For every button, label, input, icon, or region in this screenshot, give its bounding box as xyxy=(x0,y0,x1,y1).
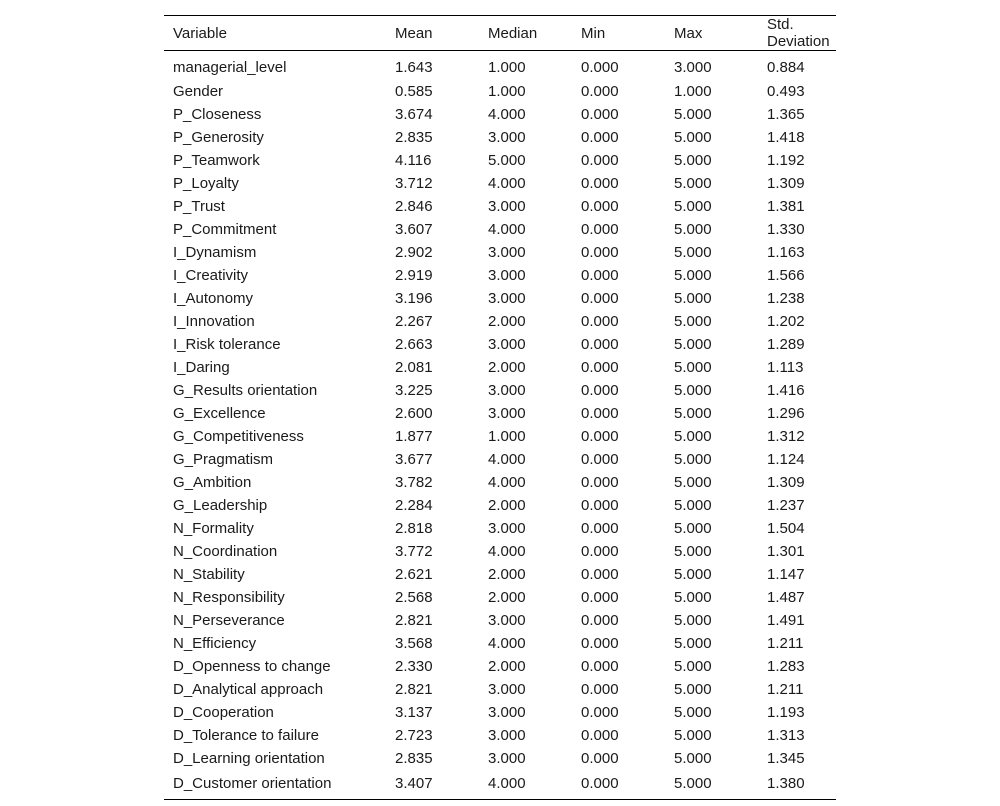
std-deviation-cell: 1.491 xyxy=(767,612,805,629)
table-row xyxy=(164,701,836,724)
std-deviation-cell: 1.163 xyxy=(767,244,805,261)
mean-cell: 3.196 xyxy=(395,290,433,307)
std-deviation-cell: 1.124 xyxy=(767,451,805,468)
table-row xyxy=(164,241,836,264)
mean-cell: 2.621 xyxy=(395,566,433,583)
variable-cell: N_Efficiency xyxy=(173,635,257,652)
variable-cell: D_Learning orientation xyxy=(173,750,325,767)
min-cell: 0.000 xyxy=(581,152,619,169)
variable-cell: N_Formality xyxy=(173,520,254,537)
mean-cell: 2.330 xyxy=(395,658,433,675)
max-cell: 3.000 xyxy=(674,59,712,76)
mean-cell: 3.674 xyxy=(395,106,433,123)
max-cell: 5.000 xyxy=(674,106,712,123)
std-deviation-cell: 1.237 xyxy=(767,497,805,514)
mean-cell: 3.407 xyxy=(395,774,433,792)
table-row xyxy=(164,149,836,172)
min-cell: 0.000 xyxy=(581,750,619,767)
std-deviation-cell: 1.504 xyxy=(767,520,805,537)
median-cell: 3.000 xyxy=(488,750,526,767)
median-cell: 3.000 xyxy=(488,198,526,215)
median-cell: 5.000 xyxy=(488,152,526,169)
max-cell: 5.000 xyxy=(674,750,712,767)
min-cell: 0.000 xyxy=(581,129,619,146)
std-deviation-cell: 1.192 xyxy=(767,152,805,169)
table-row xyxy=(164,494,836,517)
min-cell: 0.000 xyxy=(581,106,619,123)
median-cell: 4.000 xyxy=(488,474,526,491)
table-row xyxy=(164,632,836,655)
mean-cell: 2.267 xyxy=(395,313,433,330)
table-row xyxy=(164,425,836,448)
median-cell: 2.000 xyxy=(488,658,526,675)
median-cell: 2.000 xyxy=(488,359,526,376)
variable-cell: managerial_level xyxy=(173,59,287,76)
mean-cell: 2.821 xyxy=(395,612,433,629)
mean-cell: 2.818 xyxy=(395,520,433,537)
max-cell: 5.000 xyxy=(674,428,712,445)
median-cell: 4.000 xyxy=(488,543,526,560)
median-cell: 2.000 xyxy=(488,313,526,330)
max-cell: 5.000 xyxy=(674,474,712,491)
variable-cell: N_Stability xyxy=(173,566,245,583)
std-deviation-cell: 1.202 xyxy=(767,313,805,330)
median-cell: 2.000 xyxy=(488,497,526,514)
table-row xyxy=(164,172,836,195)
table-row xyxy=(164,379,836,402)
max-cell: 5.000 xyxy=(674,658,712,675)
mean-cell: 2.663 xyxy=(395,336,433,353)
min-cell: 0.000 xyxy=(581,658,619,675)
max-cell: 5.000 xyxy=(674,681,712,698)
max-cell: 5.000 xyxy=(674,774,712,792)
std-deviation-cell: 1.211 xyxy=(767,635,804,652)
min-cell: 0.000 xyxy=(581,382,619,399)
std-deviation-cell: 1.330 xyxy=(767,221,805,238)
max-cell: 5.000 xyxy=(674,382,712,399)
table-row xyxy=(164,678,836,701)
variable-cell: Gender xyxy=(173,83,224,100)
variable-cell: G_Ambition xyxy=(173,474,252,491)
min-cell: 0.000 xyxy=(581,244,619,261)
variable-cell: N_Responsibility xyxy=(173,589,285,606)
mean-cell: 2.846 xyxy=(395,198,433,215)
variable-cell: D_Cooperation xyxy=(173,704,274,721)
mean-cell: 1.643 xyxy=(395,59,433,76)
min-cell: 0.000 xyxy=(581,221,619,238)
median-cell: 4.000 xyxy=(488,106,526,123)
table-row xyxy=(164,448,836,471)
median-cell: 3.000 xyxy=(488,129,526,146)
std-deviation-cell: 1.113 xyxy=(767,359,804,376)
std-deviation-cell: 1.487 xyxy=(767,589,805,606)
min-cell: 0.000 xyxy=(581,336,619,353)
variable-cell: P_Loyalty xyxy=(173,175,239,192)
std-deviation-cell: 1.309 xyxy=(767,175,805,192)
min-cell: 0.000 xyxy=(581,451,619,468)
max-cell: 5.000 xyxy=(674,566,712,583)
table-row xyxy=(164,655,836,678)
median-cell: 3.000 xyxy=(488,681,526,698)
mean-cell: 2.284 xyxy=(395,497,433,514)
variable-cell: N_Perseverance xyxy=(173,612,285,629)
descriptive-statistics-table xyxy=(164,15,836,800)
header-row xyxy=(164,16,836,51)
mean-cell: 2.835 xyxy=(395,750,433,767)
min-cell: 0.000 xyxy=(581,543,619,560)
table-row xyxy=(164,126,836,149)
table-row xyxy=(164,333,836,356)
min-cell: 0.000 xyxy=(581,313,619,330)
variable-cell: N_Coordination xyxy=(173,543,278,560)
std-deviation-cell: 1.301 xyxy=(767,543,805,560)
min-cell: 0.000 xyxy=(581,727,619,744)
variable-cell: D_Analytical approach xyxy=(173,681,324,698)
variable-cell: P_Trust xyxy=(173,198,225,215)
max-cell: 5.000 xyxy=(674,727,712,744)
min-cell: 0.000 xyxy=(581,198,619,215)
std-deviation-cell: 1.211 xyxy=(767,681,804,698)
max-cell: 5.000 xyxy=(674,359,712,376)
mean-cell: 2.723 xyxy=(395,727,433,744)
min-cell: 0.000 xyxy=(581,497,619,514)
mean-cell: 3.568 xyxy=(395,635,433,652)
max-cell: 5.000 xyxy=(674,520,712,537)
median-cell: 3.000 xyxy=(488,405,526,422)
median-cell: 1.000 xyxy=(488,428,526,445)
max-cell: 5.000 xyxy=(674,405,712,422)
mean-cell: 3.677 xyxy=(395,451,433,468)
median-cell: 1.000 xyxy=(488,59,526,76)
min-cell: 0.000 xyxy=(581,175,619,192)
median-cell: 3.000 xyxy=(488,290,526,307)
std-deviation-cell: 1.566 xyxy=(767,267,805,284)
column-header-min: Min xyxy=(581,24,606,42)
table-row xyxy=(164,103,836,126)
mean-cell: 2.902 xyxy=(395,244,433,261)
std-deviation-cell: 1.345 xyxy=(767,750,805,767)
max-cell: 5.000 xyxy=(674,336,712,353)
variable-cell: G_Competitiveness xyxy=(173,428,304,445)
mean-cell: 3.607 xyxy=(395,221,433,238)
table-row xyxy=(164,195,836,218)
median-cell: 4.000 xyxy=(488,635,526,652)
min-cell: 0.000 xyxy=(581,704,619,721)
variable-cell: D_Openness to change xyxy=(173,658,331,675)
variable-cell: D_Tolerance to failure xyxy=(173,727,319,744)
min-cell: 0.000 xyxy=(581,474,619,491)
variable-cell: G_Leadership xyxy=(173,497,268,514)
table-body xyxy=(164,51,836,800)
variable-cell: I_Risk tolerance xyxy=(173,336,281,353)
mean-cell: 2.081 xyxy=(395,359,433,376)
min-cell: 0.000 xyxy=(581,566,619,583)
table-row xyxy=(164,264,836,287)
std-deviation-cell: 0.884 xyxy=(767,59,805,76)
median-cell: 2.000 xyxy=(488,566,526,583)
mean-cell: 2.568 xyxy=(395,589,433,606)
table-row xyxy=(164,770,836,800)
variable-cell: G_Results orientation xyxy=(173,382,318,399)
table-row xyxy=(164,51,836,81)
min-cell: 0.000 xyxy=(581,520,619,537)
std-deviation-cell: 1.365 xyxy=(767,106,805,123)
max-cell: 5.000 xyxy=(674,221,712,238)
variable-cell: I_Innovation xyxy=(173,313,255,330)
max-cell: 5.000 xyxy=(674,152,712,169)
min-cell: 0.000 xyxy=(581,774,619,792)
max-cell: 5.000 xyxy=(674,129,712,146)
mean-cell: 3.772 xyxy=(395,543,433,560)
variable-cell: I_Daring xyxy=(173,359,230,376)
median-cell: 4.000 xyxy=(488,221,526,238)
median-cell: 2.000 xyxy=(488,589,526,606)
mean-cell: 3.712 xyxy=(395,175,433,192)
variable-cell: P_Teamwork xyxy=(173,152,260,169)
table-row xyxy=(164,80,836,103)
min-cell: 0.000 xyxy=(581,267,619,284)
max-cell: 5.000 xyxy=(674,497,712,514)
variable-cell: G_Excellence xyxy=(173,405,266,422)
min-cell: 0.000 xyxy=(581,290,619,307)
mean-cell: 0.585 xyxy=(395,83,433,100)
min-cell: 0.000 xyxy=(581,589,619,606)
table-row xyxy=(164,586,836,609)
table-row xyxy=(164,471,836,494)
mean-cell: 3.225 xyxy=(395,382,433,399)
max-cell: 1.000 xyxy=(674,83,712,100)
mean-cell: 4.116 xyxy=(395,152,432,169)
std-deviation-cell: 1.283 xyxy=(767,658,805,675)
median-cell: 3.000 xyxy=(488,267,526,284)
variable-cell: I_Autonomy xyxy=(173,290,254,307)
max-cell: 5.000 xyxy=(674,290,712,307)
mean-cell: 3.782 xyxy=(395,474,433,491)
std-deviation-cell: 1.147 xyxy=(767,566,805,583)
table-row xyxy=(164,517,836,540)
mean-cell: 1.877 xyxy=(395,428,433,445)
std-deviation-cell: 1.418 xyxy=(767,129,805,146)
table-row xyxy=(164,356,836,379)
std-deviation-cell: 1.313 xyxy=(767,727,805,744)
std-deviation-cell: 1.380 xyxy=(767,774,805,792)
table-row xyxy=(164,402,836,425)
median-cell: 3.000 xyxy=(488,727,526,744)
max-cell: 5.000 xyxy=(674,589,712,606)
table-row xyxy=(164,287,836,310)
variable-cell: I_Creativity xyxy=(173,267,249,284)
max-cell: 5.000 xyxy=(674,175,712,192)
variable-cell: D_Customer orientation xyxy=(173,774,332,792)
table-header xyxy=(164,16,836,51)
median-cell: 4.000 xyxy=(488,175,526,192)
min-cell: 0.000 xyxy=(581,59,619,76)
max-cell: 5.000 xyxy=(674,198,712,215)
median-cell: 3.000 xyxy=(488,336,526,353)
variable-cell: P_Commitment xyxy=(173,221,277,238)
median-cell: 3.000 xyxy=(488,704,526,721)
min-cell: 0.000 xyxy=(581,635,619,652)
table-row xyxy=(164,540,836,563)
min-cell: 0.000 xyxy=(581,681,619,698)
std-deviation-cell: 1.193 xyxy=(767,704,805,721)
median-cell: 3.000 xyxy=(488,244,526,261)
mean-cell: 2.919 xyxy=(395,267,433,284)
table-row xyxy=(164,563,836,586)
min-cell: 0.000 xyxy=(581,83,619,100)
std-deviation-cell: 0.493 xyxy=(767,83,805,100)
table-row xyxy=(164,609,836,632)
median-cell: 3.000 xyxy=(488,382,526,399)
column-header-variable: Variable xyxy=(173,24,227,42)
mean-cell: 2.821 xyxy=(395,681,433,698)
median-cell: 4.000 xyxy=(488,774,526,792)
min-cell: 0.000 xyxy=(581,359,619,376)
mean-cell: 2.835 xyxy=(395,129,433,146)
median-cell: 1.000 xyxy=(488,83,526,100)
mean-cell: 2.600 xyxy=(395,405,433,422)
std-deviation-cell: 1.238 xyxy=(767,290,805,307)
mean-cell: 3.137 xyxy=(395,704,433,721)
std-deviation-cell: 1.296 xyxy=(767,405,805,422)
variable-cell: P_Closeness xyxy=(173,106,262,123)
median-cell: 3.000 xyxy=(488,520,526,537)
std-deviation-cell: 1.289 xyxy=(767,336,805,353)
median-cell: 3.000 xyxy=(488,612,526,629)
max-cell: 5.000 xyxy=(674,635,712,652)
column-header-max: Max xyxy=(674,24,703,42)
column-header-median: Median xyxy=(488,24,538,42)
std-deviation-cell: 1.312 xyxy=(767,428,805,445)
column-header-std-deviation: Std. Deviation xyxy=(767,16,830,50)
table-row xyxy=(164,747,836,770)
column-header-mean: Mean xyxy=(395,24,433,42)
table-row xyxy=(164,724,836,747)
median-cell: 4.000 xyxy=(488,451,526,468)
max-cell: 5.000 xyxy=(674,543,712,560)
table-row xyxy=(164,310,836,333)
table-row xyxy=(164,218,836,241)
max-cell: 5.000 xyxy=(674,612,712,629)
max-cell: 5.000 xyxy=(674,704,712,721)
std-deviation-cell: 1.416 xyxy=(767,382,805,399)
std-deviation-cell: 1.381 xyxy=(767,198,805,215)
max-cell: 5.000 xyxy=(674,313,712,330)
max-cell: 5.000 xyxy=(674,451,712,468)
variable-cell: I_Dynamism xyxy=(173,244,257,261)
min-cell: 0.000 xyxy=(581,428,619,445)
std-deviation-cell: 1.309 xyxy=(767,474,805,491)
max-cell: 5.000 xyxy=(674,244,712,261)
min-cell: 0.000 xyxy=(581,612,619,629)
variable-cell: G_Pragmatism xyxy=(173,451,274,468)
variable-cell: P_Generosity xyxy=(173,129,264,146)
max-cell: 5.000 xyxy=(674,267,712,284)
min-cell: 0.000 xyxy=(581,405,619,422)
